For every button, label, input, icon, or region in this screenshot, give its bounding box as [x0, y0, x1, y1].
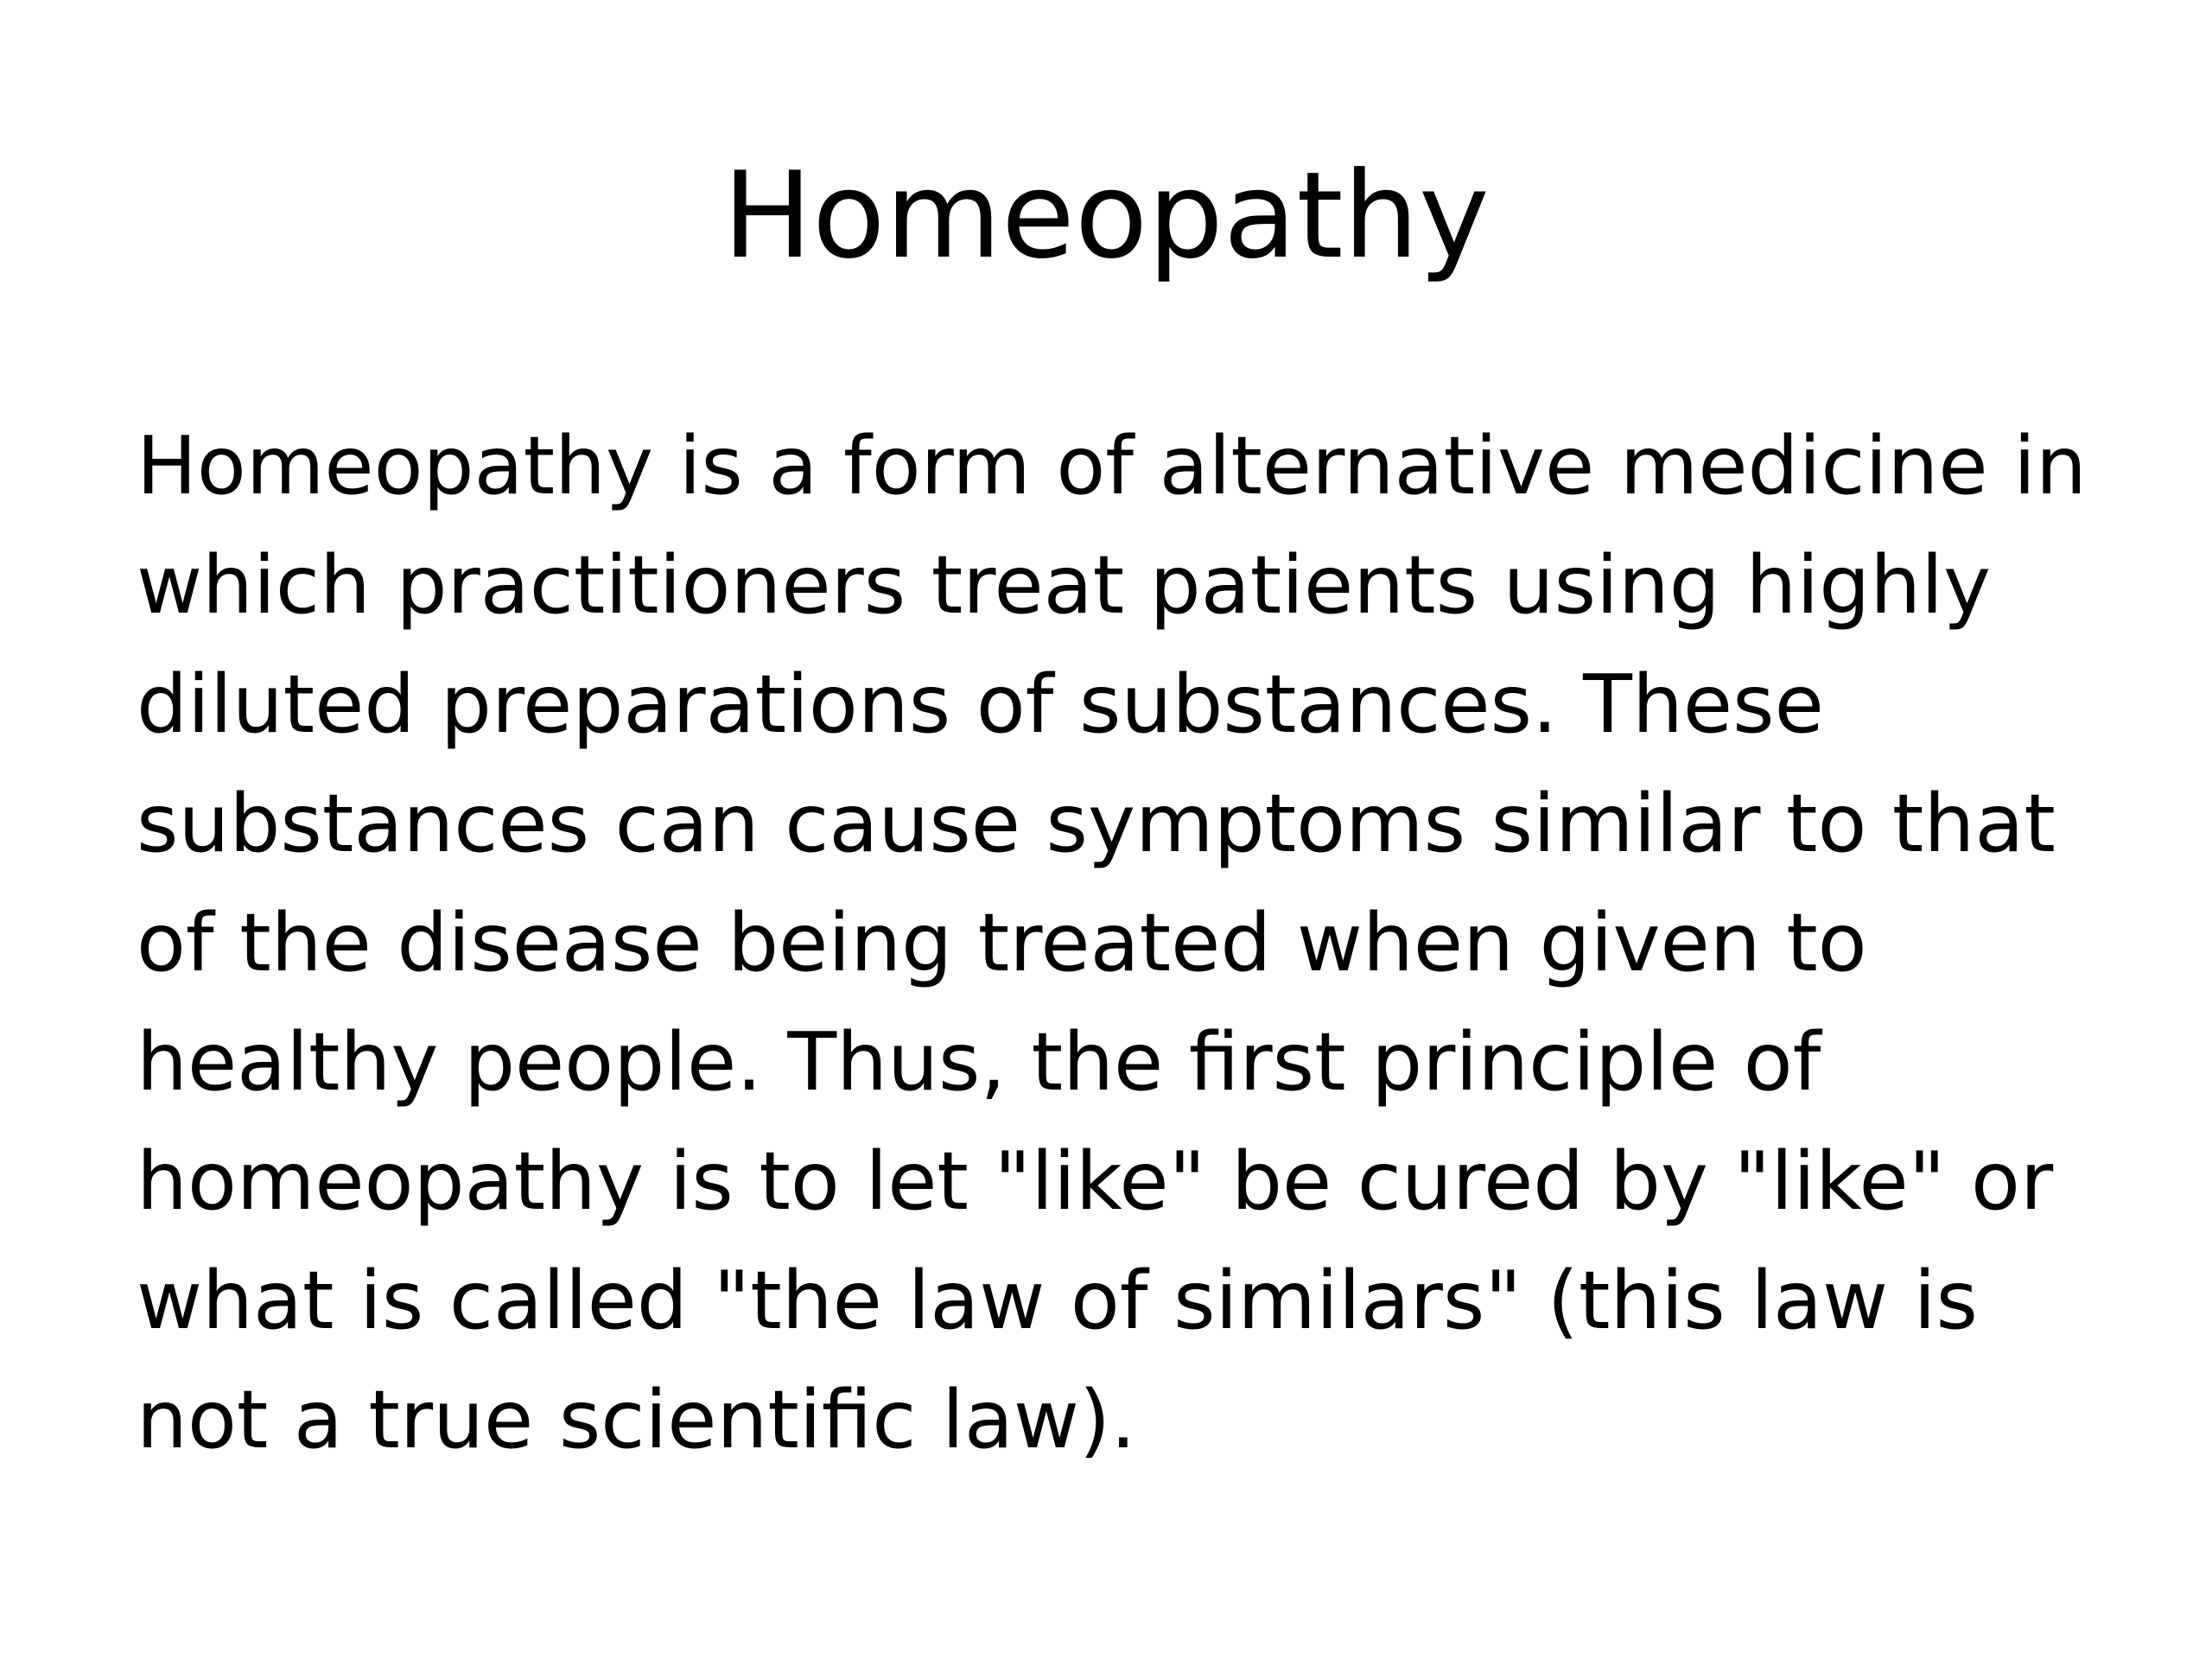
body-line: not a true scientific law).	[137, 1373, 1136, 1466]
body-line: of the disease being treated when given to	[137, 896, 1867, 989]
slide-title: Homeopathy	[722, 146, 1490, 285]
body-line: substances can cause symptoms similar to that	[137, 777, 2056, 870]
slide-body	[137, 406, 2124, 1479]
body-line: homeopathy is to let "like" be cured by "like" or	[137, 1135, 2054, 1228]
body-line: which practitioners treat patients using highly	[137, 538, 1992, 632]
body-line: diluted preparations of substances. These	[137, 658, 1824, 751]
body-line: what is called "the law of similars" (this law is	[137, 1254, 1978, 1347]
body-line: Homeopathy is a form of alternative medicine in	[137, 419, 2087, 512]
body-line: healthy people. Thus, the first principle of	[137, 1015, 1821, 1109]
